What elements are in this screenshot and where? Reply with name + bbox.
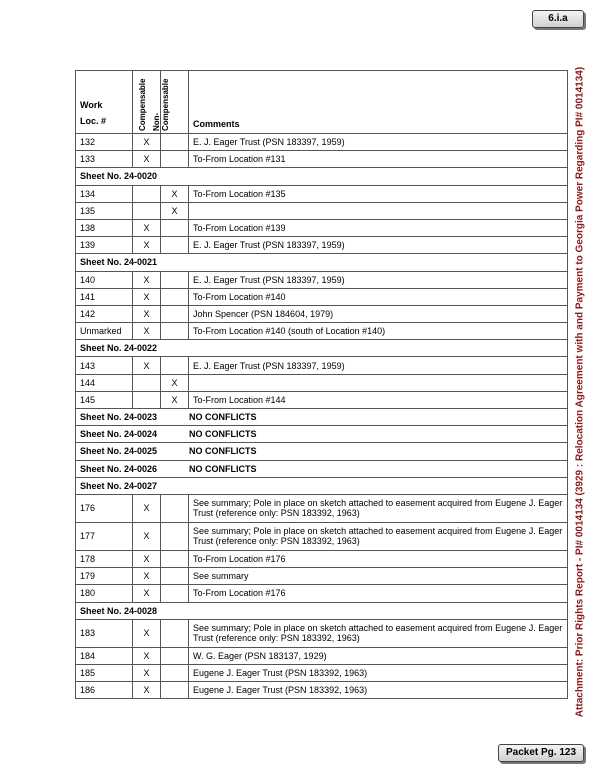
- table-row: [76, 271, 568, 288]
- non-compensable-cell: [161, 522, 189, 550]
- header-non-compensable-label: [152, 79, 170, 131]
- sheet-number: Sheet No. 24-0020: [80, 171, 158, 182]
- sheet-note: NO CONFLICTS: [189, 412, 257, 423]
- location-cell: 184: [76, 647, 133, 664]
- compensable-cell: X: [133, 219, 161, 236]
- sheet-cell: [76, 168, 568, 185]
- comment-cell: See summary; Pole in place on sketch attached to easement acquired from Eugene J. Eager Trust (reference only: PSN 183392, 1963): [189, 494, 568, 522]
- non-compensable-cell: [161, 647, 189, 664]
- non-compensable-cell: [161, 357, 189, 374]
- table-row: [76, 522, 568, 550]
- location-cell: 183: [76, 619, 133, 647]
- compensable-cell: X: [133, 568, 161, 585]
- comment-cell: To-From Location #139: [189, 219, 568, 236]
- sheet-cell: [76, 443, 568, 460]
- sheet-number: Sheet No. 24-0021: [80, 257, 158, 268]
- sheet-note: NO CONFLICTS: [189, 463, 257, 474]
- compensable-cell: X: [133, 151, 161, 168]
- attachment-side-note: Attachment: Prior Rights Report - PI# 0014134 (3929 : Relocation Agreement with and Payment to Georgia Power Regarding PI# 0014134): [574, 66, 586, 718]
- compensable-cell: [133, 202, 161, 219]
- comment-cell: See summary; Pole in place on sketch attached to easement acquired from Eugene J. Eager Trust (reference only: PSN 183392, 1963): [189, 522, 568, 550]
- non-compensable-cell: [161, 568, 189, 585]
- compensable-cell: X: [133, 619, 161, 647]
- table-row: [76, 374, 568, 391]
- location-cell: 140: [76, 271, 133, 288]
- non-compensable-cell: X: [161, 185, 189, 202]
- location-cell: 145: [76, 391, 133, 408]
- table-row: [76, 151, 568, 168]
- sheet-number: Sheet No. 24-0027: [80, 480, 158, 491]
- location-cell: 135: [76, 202, 133, 219]
- compensable-cell: X: [133, 682, 161, 699]
- non-compensable-cell: [161, 619, 189, 647]
- non-compensable-cell: [161, 134, 189, 151]
- sheet-row: [76, 426, 568, 443]
- location-cell: 143: [76, 357, 133, 374]
- non-compensable-cell: [161, 271, 189, 288]
- table-row: [76, 494, 568, 522]
- compensable-cell: X: [133, 522, 161, 550]
- table-row: [76, 391, 568, 408]
- table-row: [76, 619, 568, 647]
- sheet-row: [76, 168, 568, 185]
- comment-cell: E. J. Eager Trust (PSN 183397, 1959): [189, 271, 568, 288]
- table-row: [76, 185, 568, 202]
- header-compensable-2: Compensable: [160, 78, 170, 131]
- compensable-cell: X: [133, 550, 161, 567]
- location-cell: 141: [76, 288, 133, 305]
- sheet-row: [76, 602, 568, 619]
- comment-cell: To-From Location #176: [189, 550, 568, 567]
- compensable-cell: X: [133, 585, 161, 602]
- table-row: [76, 202, 568, 219]
- table-row: [76, 323, 568, 340]
- non-compensable-cell: [161, 682, 189, 699]
- sheet-row: [76, 443, 568, 460]
- comment-cell: To-From Location #140: [189, 288, 568, 305]
- sheet-cell: [76, 254, 568, 271]
- table-row: [76, 664, 568, 681]
- sheet-number: Sheet No. 24-0025: [80, 446, 158, 457]
- compensable-cell: X: [133, 305, 161, 322]
- comment-cell: To-From Location #135: [189, 185, 568, 202]
- sheet-number: Sheet No. 24-0022: [80, 343, 158, 354]
- packet-page-tag: Packet Pg. 123: [498, 744, 584, 762]
- header-work-loc: [76, 71, 133, 134]
- sheet-row: [76, 409, 568, 426]
- table-row: [76, 647, 568, 664]
- comment-cell: [189, 374, 568, 391]
- location-cell: 138: [76, 219, 133, 236]
- non-compensable-cell: [161, 237, 189, 254]
- compensable-cell: X: [133, 664, 161, 681]
- compensable-cell: X: [133, 288, 161, 305]
- sheet-row: [76, 340, 568, 357]
- compensable-cell: X: [133, 134, 161, 151]
- location-cell: 139: [76, 237, 133, 254]
- non-compensable-cell: X: [161, 374, 189, 391]
- comment-cell: John Spencer (PSN 184604, 1979): [189, 305, 568, 322]
- non-compensable-cell: [161, 151, 189, 168]
- sheet-cell: [76, 426, 568, 443]
- compensable-cell: X: [133, 357, 161, 374]
- location-cell: 176: [76, 494, 133, 522]
- sheet-row: [76, 254, 568, 271]
- comment-cell: E. J. Eager Trust (PSN 183397, 1959): [189, 357, 568, 374]
- non-compensable-cell: [161, 585, 189, 602]
- non-compensable-cell: [161, 494, 189, 522]
- table-body: [76, 134, 568, 699]
- non-compensable-cell: [161, 288, 189, 305]
- sheet-cell: [76, 477, 568, 494]
- location-cell: Unmarked: [76, 323, 133, 340]
- table-row: [76, 288, 568, 305]
- compensable-cell: X: [133, 494, 161, 522]
- location-cell: 142: [76, 305, 133, 322]
- sheet-number: Sheet No. 24-0023: [80, 412, 158, 423]
- sheet-cell: [76, 409, 568, 426]
- header-compensable-label: Compensable: [137, 78, 147, 131]
- header-non: Non-: [151, 112, 161, 131]
- location-cell: 144: [76, 374, 133, 391]
- location-cell: 132: [76, 134, 133, 151]
- comment-cell: Eugene J. Eager Trust (PSN 183392, 1963): [189, 682, 568, 699]
- compensable-cell: X: [133, 323, 161, 340]
- comment-cell: E. J. Eager Trust (PSN 183397, 1959): [189, 134, 568, 151]
- location-cell: 133: [76, 151, 133, 168]
- compensable-cell: X: [133, 647, 161, 664]
- comment-cell: To-From Location #131: [189, 151, 568, 168]
- compensable-cell: [133, 391, 161, 408]
- table-row: [76, 134, 568, 151]
- sheet-cell: [76, 460, 568, 477]
- comment-cell: To-From Location #176: [189, 585, 568, 602]
- location-cell: 185: [76, 664, 133, 681]
- non-compensable-cell: [161, 323, 189, 340]
- comment-cell: See summary: [189, 568, 568, 585]
- compensable-cell: [133, 374, 161, 391]
- table-row: [76, 305, 568, 322]
- table-row: [76, 550, 568, 567]
- comment-cell: W. G. Eager (PSN 183137, 1929): [189, 647, 568, 664]
- non-compensable-cell: X: [161, 202, 189, 219]
- comment-cell: To-From Location #144: [189, 391, 568, 408]
- location-cell: 186: [76, 682, 133, 699]
- comment-cell: [189, 202, 568, 219]
- sheet-note: NO CONFLICTS: [189, 429, 257, 440]
- compensable-cell: X: [133, 271, 161, 288]
- non-compensable-cell: X: [161, 391, 189, 408]
- table-row: [76, 585, 568, 602]
- table-header-row: [76, 71, 568, 134]
- non-compensable-cell: [161, 664, 189, 681]
- location-cell: 180: [76, 585, 133, 602]
- sheet-cell: [76, 340, 568, 357]
- sheet-row: [76, 477, 568, 494]
- header-work: Work: [80, 100, 103, 110]
- comment-cell: See summary; Pole in place on sketch attached to easement acquired from Eugene J. Eager Trust (reference only: PSN 183392, 1963): [189, 619, 568, 647]
- prior-rights-table: [75, 70, 568, 699]
- comment-cell: Eugene J. Eager Trust (PSN 183392, 1963): [189, 664, 568, 681]
- table-row: [76, 568, 568, 585]
- table-row: [76, 237, 568, 254]
- sheet-cell: [76, 602, 568, 619]
- location-cell: 177: [76, 522, 133, 550]
- header-non-compensable: [151, 71, 189, 134]
- sheet-row: [76, 460, 568, 477]
- sheet-number: Sheet No. 24-0024: [80, 429, 158, 440]
- compensable-cell: [133, 185, 161, 202]
- header-loc-number: Loc. #: [80, 116, 107, 126]
- location-cell: 178: [76, 550, 133, 567]
- location-cell: 179: [76, 568, 133, 585]
- comment-cell: E. J. Eager Trust (PSN 183397, 1959): [189, 237, 568, 254]
- table-row: [76, 357, 568, 374]
- header-comments: Comments: [189, 71, 568, 134]
- non-compensable-cell: [161, 219, 189, 236]
- sheet-note: NO CONFLICTS: [189, 446, 257, 457]
- non-compensable-cell: [161, 550, 189, 567]
- sheet-number: Sheet No. 24-0026: [80, 463, 158, 474]
- page-tag: 6.i.a: [532, 10, 584, 28]
- location-cell: 134: [76, 185, 133, 202]
- non-compensable-cell: [161, 305, 189, 322]
- table-row: [76, 682, 568, 699]
- sheet-number: Sheet No. 24-0028: [80, 605, 158, 616]
- table-row: [76, 219, 568, 236]
- compensable-cell: X: [133, 237, 161, 254]
- comment-cell: To-From Location #140 (south of Location #140): [189, 323, 568, 340]
